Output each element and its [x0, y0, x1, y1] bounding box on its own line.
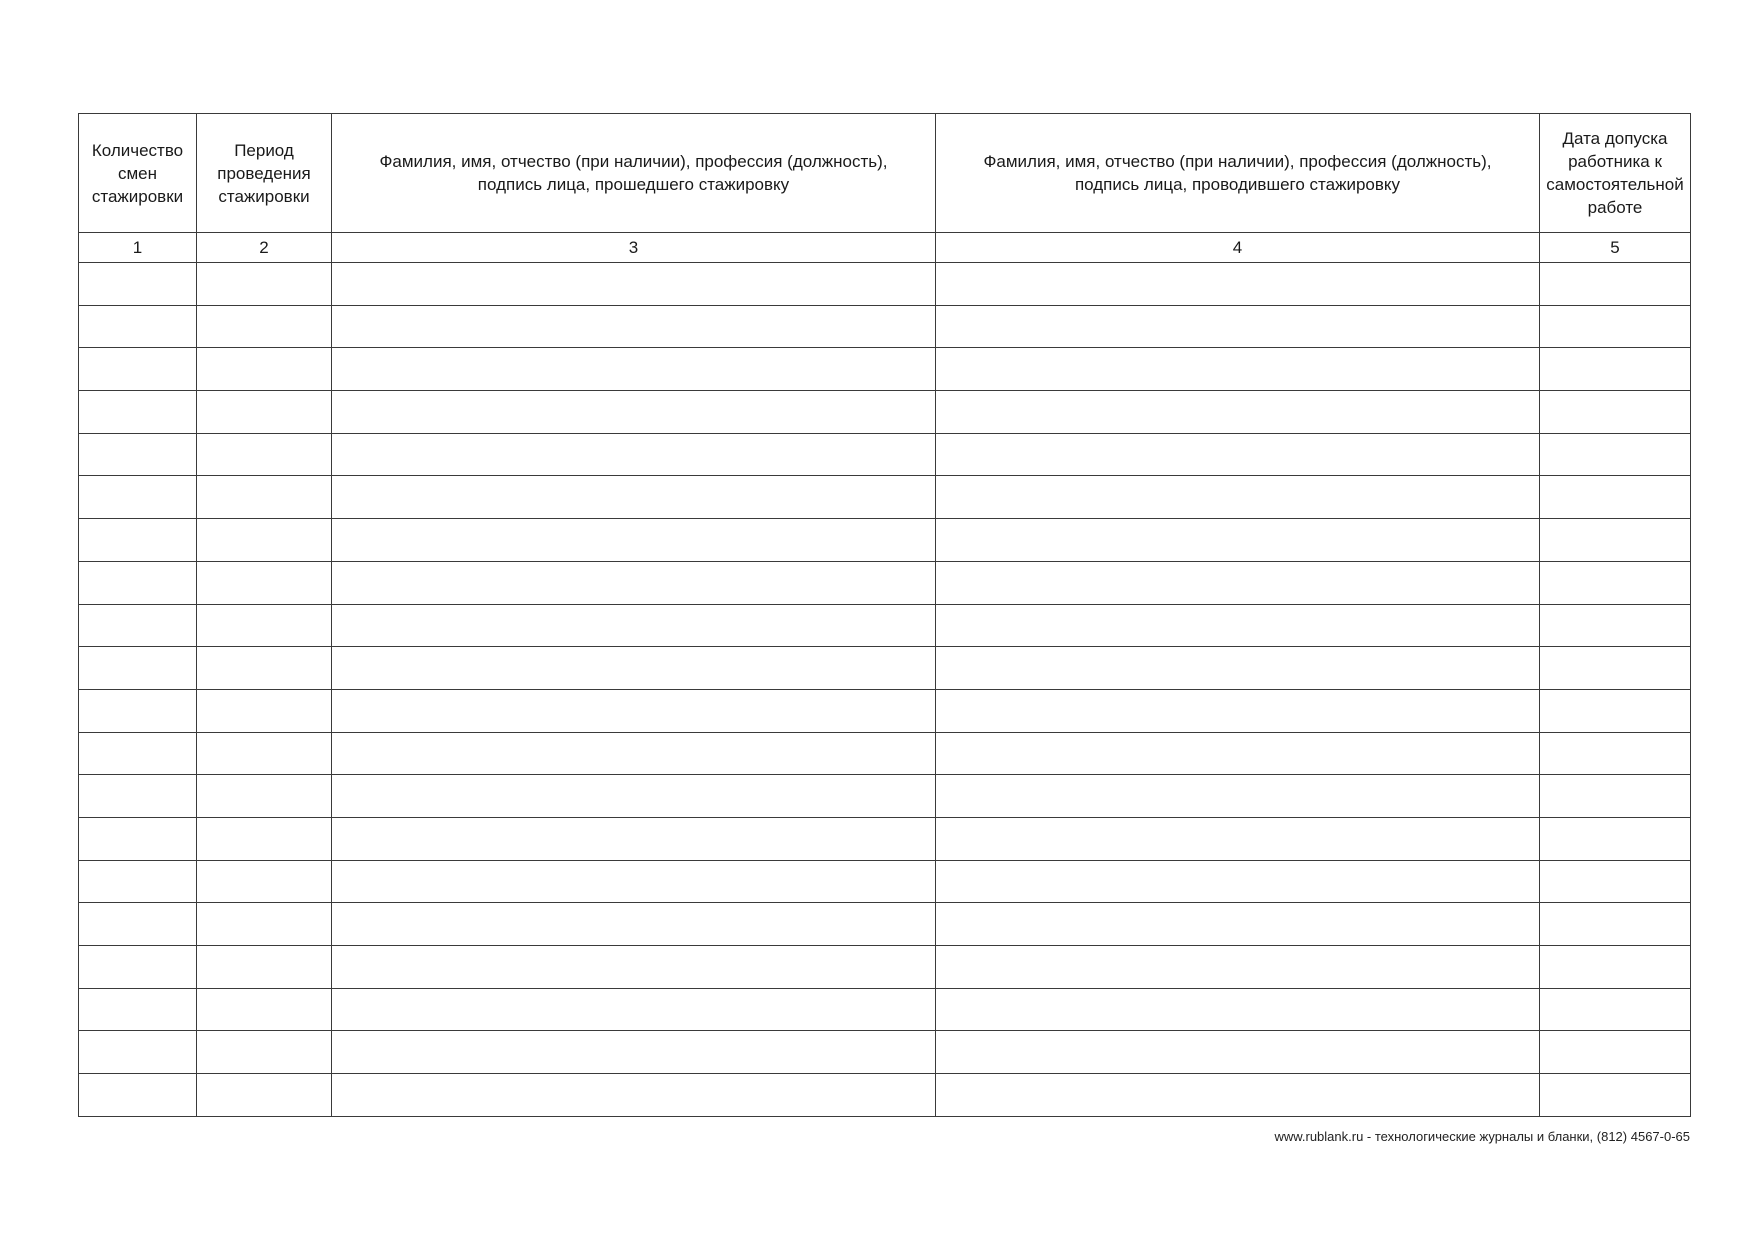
table-cell[interactable]: [197, 1031, 332, 1074]
table-row: [79, 1074, 1691, 1117]
table-cell[interactable]: [79, 1074, 197, 1117]
header-shift-count: Количество смен стажировки: [79, 114, 197, 233]
table-cell[interactable]: [936, 988, 1540, 1031]
table-cell[interactable]: [936, 476, 1540, 519]
table-cell[interactable]: [79, 391, 197, 434]
table-row: [79, 561, 1691, 604]
table-cell[interactable]: [197, 433, 332, 476]
table-cell[interactable]: [197, 946, 332, 989]
table-cell[interactable]: [936, 860, 1540, 903]
table-cell[interactable]: [332, 732, 936, 775]
table-cell[interactable]: [332, 348, 936, 391]
table-cell[interactable]: [332, 647, 936, 690]
table-cell[interactable]: [197, 689, 332, 732]
table-cell[interactable]: [1540, 433, 1691, 476]
table-cell[interactable]: [79, 1031, 197, 1074]
table-cell[interactable]: [1540, 647, 1691, 690]
table-cell[interactable]: [79, 732, 197, 775]
table-cell[interactable]: [79, 775, 197, 818]
table-cell[interactable]: [936, 1031, 1540, 1074]
table-row: [79, 946, 1691, 989]
table-cell[interactable]: [1540, 263, 1691, 306]
table-row: [79, 1031, 1691, 1074]
header-trainee-info: Фамилия, имя, отчество (при наличии), профессия (должность), подпись лица, прошедшего стажировку: [332, 114, 936, 233]
table-cell[interactable]: [1540, 775, 1691, 818]
table-cell[interactable]: [936, 561, 1540, 604]
table-cell[interactable]: [1540, 305, 1691, 348]
table-row: [79, 860, 1691, 903]
table-cell[interactable]: [1540, 1031, 1691, 1074]
table-cell[interactable]: [197, 988, 332, 1031]
table-cell[interactable]: [79, 348, 197, 391]
table-row: [79, 476, 1691, 519]
table-cell[interactable]: [197, 391, 332, 434]
header-row: [79, 114, 1691, 233]
table-cell[interactable]: [79, 689, 197, 732]
table-cell[interactable]: [936, 348, 1540, 391]
table-row: [79, 647, 1691, 690]
table-row: [79, 689, 1691, 732]
table-cell[interactable]: [936, 647, 1540, 690]
table-cell[interactable]: [197, 1074, 332, 1117]
table-cell[interactable]: [1540, 817, 1691, 860]
column-number: 3: [332, 233, 936, 263]
table-row: [79, 391, 1691, 434]
table-cell[interactable]: [332, 817, 936, 860]
table-cell[interactable]: [1540, 732, 1691, 775]
column-number: 1: [79, 233, 197, 263]
table-cell[interactable]: [332, 860, 936, 903]
table-cell[interactable]: [936, 903, 1540, 946]
table-cell[interactable]: [936, 775, 1540, 818]
table-cell[interactable]: [936, 1074, 1540, 1117]
table-cell[interactable]: [79, 946, 197, 989]
table-cell[interactable]: [197, 860, 332, 903]
table-cell[interactable]: [1540, 689, 1691, 732]
table-cell[interactable]: [936, 433, 1540, 476]
table-row: [79, 305, 1691, 348]
column-number: 4: [936, 233, 1540, 263]
table-cell[interactable]: [332, 1074, 936, 1117]
table-cell[interactable]: [197, 348, 332, 391]
table-row: [79, 903, 1691, 946]
table-cell[interactable]: [1540, 604, 1691, 647]
column-number: 2: [197, 233, 332, 263]
table-cell[interactable]: [332, 689, 936, 732]
table-cell[interactable]: [936, 732, 1540, 775]
table-cell[interactable]: [197, 604, 332, 647]
table-cell[interactable]: [1540, 946, 1691, 989]
table-cell[interactable]: [1540, 391, 1691, 434]
table-cell[interactable]: [936, 391, 1540, 434]
table-cell[interactable]: [197, 732, 332, 775]
table-cell[interactable]: [332, 476, 936, 519]
table-cell[interactable]: [332, 561, 936, 604]
table-cell[interactable]: [79, 263, 197, 306]
table-row: [79, 348, 1691, 391]
table-cell[interactable]: [332, 604, 936, 647]
footer-publisher-info: www.rublank.ru - технологические журналы и бланки, (812) 4567-0-65: [1274, 1129, 1690, 1144]
table-cell[interactable]: [1540, 561, 1691, 604]
table-cell[interactable]: [332, 519, 936, 562]
table-cell[interactable]: [79, 903, 197, 946]
table-cell[interactable]: [79, 604, 197, 647]
table-cell[interactable]: [1540, 988, 1691, 1031]
table-row: [79, 988, 1691, 1031]
table-cell[interactable]: [79, 561, 197, 604]
table-row: [79, 433, 1691, 476]
table-row: [79, 732, 1691, 775]
table-cell[interactable]: [197, 476, 332, 519]
table-cell[interactable]: [332, 391, 936, 434]
table-cell[interactable]: [1540, 519, 1691, 562]
table-cell[interactable]: [79, 476, 197, 519]
table-cell[interactable]: [936, 305, 1540, 348]
table-cell[interactable]: [79, 305, 197, 348]
table-cell[interactable]: [197, 647, 332, 690]
table-row: [79, 775, 1691, 818]
table-row: [79, 263, 1691, 306]
table-cell[interactable]: [936, 946, 1540, 989]
table-cell[interactable]: [197, 817, 332, 860]
table-cell[interactable]: [332, 903, 936, 946]
table-row: [79, 817, 1691, 860]
table-cell[interactable]: [332, 433, 936, 476]
table-cell[interactable]: [1540, 476, 1691, 519]
table-cell[interactable]: [332, 305, 936, 348]
table-cell[interactable]: [79, 433, 197, 476]
table-cell[interactable]: [332, 988, 936, 1031]
table-cell[interactable]: [936, 604, 1540, 647]
table-row: [79, 519, 1691, 562]
column-number-row: [79, 233, 1691, 263]
table-cell[interactable]: [197, 775, 332, 818]
table-cell[interactable]: [936, 263, 1540, 306]
column-number: 5: [1540, 233, 1691, 263]
table-cell[interactable]: [332, 263, 936, 306]
header-internship-period: Период проведения стажировки: [197, 114, 332, 233]
table-cell[interactable]: [197, 519, 332, 562]
table-cell[interactable]: [79, 988, 197, 1031]
table-row: [79, 604, 1691, 647]
table-cell[interactable]: [936, 689, 1540, 732]
table-cell[interactable]: [79, 647, 197, 690]
table-cell[interactable]: [197, 903, 332, 946]
table-cell[interactable]: [332, 946, 936, 989]
header-supervisor-info: Фамилия, имя, отчество (при наличии), профессия (должность), подпись лица, проводившего стажировку: [936, 114, 1540, 233]
table-cell[interactable]: [936, 519, 1540, 562]
internship-log-table: [78, 113, 1691, 1117]
header-admission-date: Дата допуска работника к самостоятельной работе: [1540, 114, 1691, 233]
table-cell[interactable]: [79, 817, 197, 860]
table-cell[interactable]: [197, 561, 332, 604]
table-cell[interactable]: [332, 775, 936, 818]
table-cell[interactable]: [1540, 860, 1691, 903]
table-cell[interactable]: [1540, 348, 1691, 391]
table-cell[interactable]: [936, 817, 1540, 860]
table-cell[interactable]: [79, 860, 197, 903]
table-cell[interactable]: [197, 263, 332, 306]
table-cell[interactable]: [1540, 903, 1691, 946]
table-cell[interactable]: [79, 519, 197, 562]
table-cell[interactable]: [332, 1031, 936, 1074]
table-cell[interactable]: [1540, 1074, 1691, 1117]
table-cell[interactable]: [197, 305, 332, 348]
